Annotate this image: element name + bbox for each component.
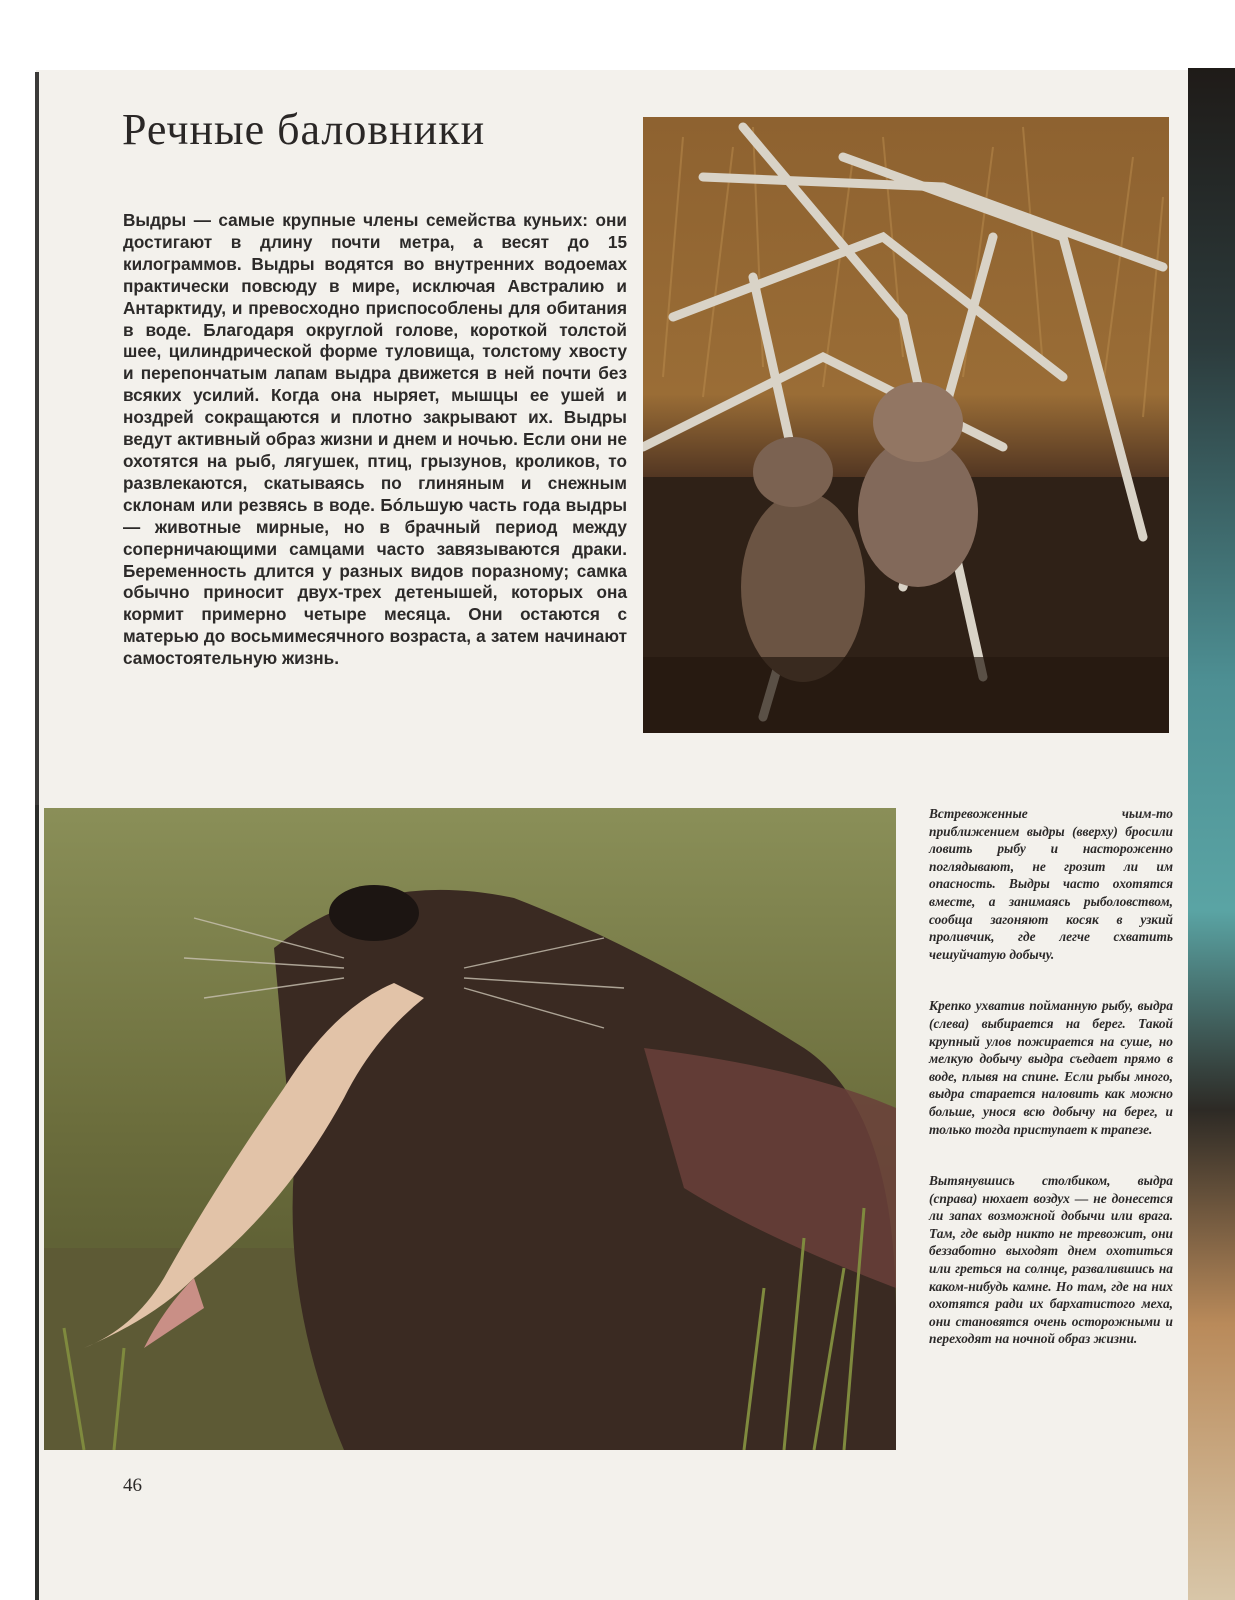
otter-right	[858, 382, 978, 587]
otters-driftwood-illustration	[643, 117, 1169, 733]
caption-left-photo: Крепко ухватив пойманную рыбу, выдра (слева) выбирается на берег. Такой крупный улов пожирается на суше, но мелкую добычу выдра съедает прямо в воде, плывя на спине. Если рыбы много, выдра старается наловить как можно больше, унося всю добычу на берег, и только тогда приступает к трапезе.	[929, 998, 1173, 1137]
adjacent-page-edge	[1188, 68, 1235, 1600]
photo-otters-driftwood	[643, 117, 1169, 733]
caption-top-photo: Встревоженные чьим-то приближением выдры (вверху) бросили ловить рыбу и настороженно поглядывают, не грозит ли им опасность. Выдры часто охотятся вместе, а занимаясь рыболовством, сообща загоняют косяк в узкий проливчик, где легче схватить чешуйчатую добычу.	[929, 806, 1173, 962]
water-reflection	[643, 657, 1169, 733]
otter-nose	[329, 885, 419, 941]
photo-otter-with-fish	[44, 808, 896, 1450]
article-body: Выдры — самые крупные члены семейства куньих: они достигают в длину почти метра, а весят до 15 килограммов. Выдры водятся во внутренних водоемах практически повсюду в мире, исключая Австралию и Антарктиду, и превосходно приспособлены для обитания в воде. Благодаря округлой голове, короткой толстой шее, цилиндрической форме туловища, толстому хвосту и перепончатым лапам выдра движется в ней почти без всяких усилий. Когда она ныряет, мышцы ее ушей и ноздрей сокращаются и плотно закрывают их. Выдры ведут активный образ жизни и днем и ночью. Если они не охотятся на рыб, лягушек, птиц, грызунов, кроликов, то развлекаются, скатываясь по глиняным и снежным склонам или резвясь в воде. Бóльшую часть года выдры — животные мирные, но в брачный период между соперничающими самцами часто завязываются драки. Беременность длится у разных видов поразному; самка обычно приносит двух-трех детенышей, которых она кормит примерно четыре месяца. Они остаются с матерью до восьмимесячного возраста, а затем начинают самостоятельную жизнь.	[123, 210, 627, 669]
binding-shadow-lower	[35, 805, 39, 1600]
caption-right-photo: Вытянувшись столбиком, выдра (справа) нюхает воздух — не донесется ли запах возможной добычи или врага. Там, где выдр никто не тревожит, они беззаботно выходят днем охотиться или греться на солнце, развалившись на каком-нибудь камне. Но там, где на них охотятся ради их бархатистого меха, они становятся очень осторожными и переходят на ночной образ жизни.	[929, 1173, 1173, 1347]
page-title: Речные баловники	[122, 105, 486, 154]
otter-fish-illustration	[44, 808, 896, 1450]
photo-captions	[929, 805, 1173, 1348]
page-number: 46	[123, 1475, 142, 1496]
